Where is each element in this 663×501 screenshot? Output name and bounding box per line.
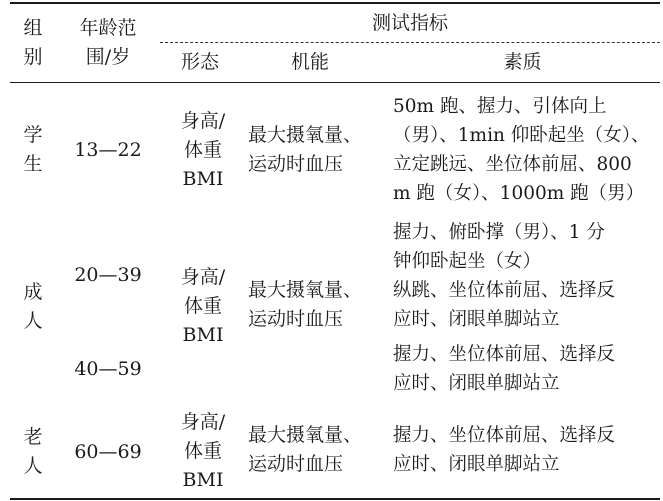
shape-line-1: 身高/ bbox=[180, 265, 226, 288]
row-elderly-group bbox=[12, 410, 54, 494]
row-adults-age-a bbox=[68, 258, 148, 292]
header-age-line-1: 年龄范 bbox=[79, 17, 137, 39]
row-adults-age-b bbox=[68, 352, 148, 386]
header-quality bbox=[385, 44, 660, 80]
quality-line-3: 立定跳远、坐位体前屈、800 bbox=[393, 154, 632, 175]
function-line-1: 最大摄氧量、 bbox=[248, 424, 363, 446]
row-students-age bbox=[68, 90, 148, 210]
header-indicators-label: 测试指标 bbox=[371, 11, 448, 34]
quality-line-1: 握力、坐位体前屈、选择反 bbox=[393, 425, 616, 446]
shape-line-2: 体重 bbox=[183, 294, 222, 317]
shape-line-2: 体重 bbox=[183, 138, 222, 161]
group-line-2: 人 bbox=[23, 455, 43, 477]
row-adults-function bbox=[248, 270, 384, 340]
row-students-group bbox=[12, 90, 54, 210]
quality-line-1: 握力、俯卧撑（男）、1 分 bbox=[393, 222, 605, 243]
header-quality-label: 素质 bbox=[503, 50, 542, 73]
header-function-label: 机能 bbox=[290, 50, 329, 73]
row-adults-quality-b bbox=[393, 340, 659, 398]
age-range: 40—59 bbox=[74, 357, 142, 380]
header-group-line-1: 组 bbox=[23, 17, 43, 39]
shape-line-1: 身高/ bbox=[180, 410, 226, 433]
age-range: 60—69 bbox=[74, 440, 142, 463]
shape-line-2: 体重 bbox=[183, 439, 222, 462]
quality-line-4: m 跑（女）、1000m 跑（男） bbox=[393, 183, 645, 204]
group-line-1: 学 bbox=[23, 124, 43, 146]
function-line-2: 运动时血压 bbox=[248, 453, 344, 475]
group-line-2: 生 bbox=[23, 153, 43, 175]
shape-line-3: BMI bbox=[182, 323, 224, 346]
header-indicators bbox=[160, 6, 660, 40]
function-line-1: 最大摄氧量、 bbox=[248, 279, 363, 301]
header-bottom-rule bbox=[10, 82, 660, 83]
age-range: 20—39 bbox=[74, 263, 142, 286]
age-range: 13—22 bbox=[74, 138, 142, 161]
function-line-1: 最大摄氧量、 bbox=[248, 124, 363, 146]
header-shape bbox=[160, 44, 240, 80]
header-age bbox=[68, 6, 148, 80]
quality-line-2: 应时、闭眼单脚站立 bbox=[393, 454, 560, 475]
function-line-2: 运动时血压 bbox=[248, 153, 344, 175]
shape-line-3: BMI bbox=[182, 167, 224, 190]
header-group bbox=[12, 6, 54, 80]
quality-line-4: 应时、闭眼单脚站立 bbox=[393, 309, 560, 330]
row-elderly-age bbox=[68, 410, 148, 494]
quality-line-3: 纵跳、坐位体前屈、选择反 bbox=[393, 280, 616, 301]
function-line-2: 运动时血压 bbox=[248, 308, 344, 330]
quality-line-2: （男）、1min 仰卧起坐（女）、 bbox=[393, 125, 650, 146]
group-line-2: 人 bbox=[23, 310, 43, 332]
shape-line-1: 身高/ bbox=[180, 109, 226, 132]
quality-line-1: 50m 跑、握力、引体向上 bbox=[393, 96, 607, 117]
row-elderly-function bbox=[248, 414, 384, 486]
row-elderly-quality bbox=[393, 414, 659, 486]
row-students-function bbox=[248, 90, 384, 210]
row-adults-shape bbox=[170, 262, 236, 350]
header-function bbox=[240, 44, 380, 80]
row-adults-quality-a bbox=[393, 216, 659, 336]
table-bottom-rule bbox=[10, 498, 660, 500]
quality-line-2: 应时、闭眼单脚站立 bbox=[393, 373, 560, 394]
row-elderly-shape bbox=[170, 406, 236, 496]
row-students-quality bbox=[393, 90, 659, 210]
group-line-1: 成 bbox=[23, 281, 43, 303]
row-students-shape bbox=[170, 90, 236, 210]
table-top-rule bbox=[10, 2, 660, 4]
row-adults-group bbox=[12, 222, 54, 392]
quality-line-1: 握力、坐位体前屈、选择反 bbox=[393, 344, 616, 365]
quality-line-2: 钟仰卧起坐（女） bbox=[393, 251, 542, 272]
indicators-underline bbox=[160, 42, 660, 43]
header-shape-label: 形态 bbox=[180, 50, 219, 73]
group-line-1: 老 bbox=[23, 426, 43, 448]
header-group-line-2: 别 bbox=[23, 46, 43, 68]
header-age-line-2: 围/岁 bbox=[85, 46, 131, 68]
shape-line-3: BMI bbox=[182, 468, 224, 491]
